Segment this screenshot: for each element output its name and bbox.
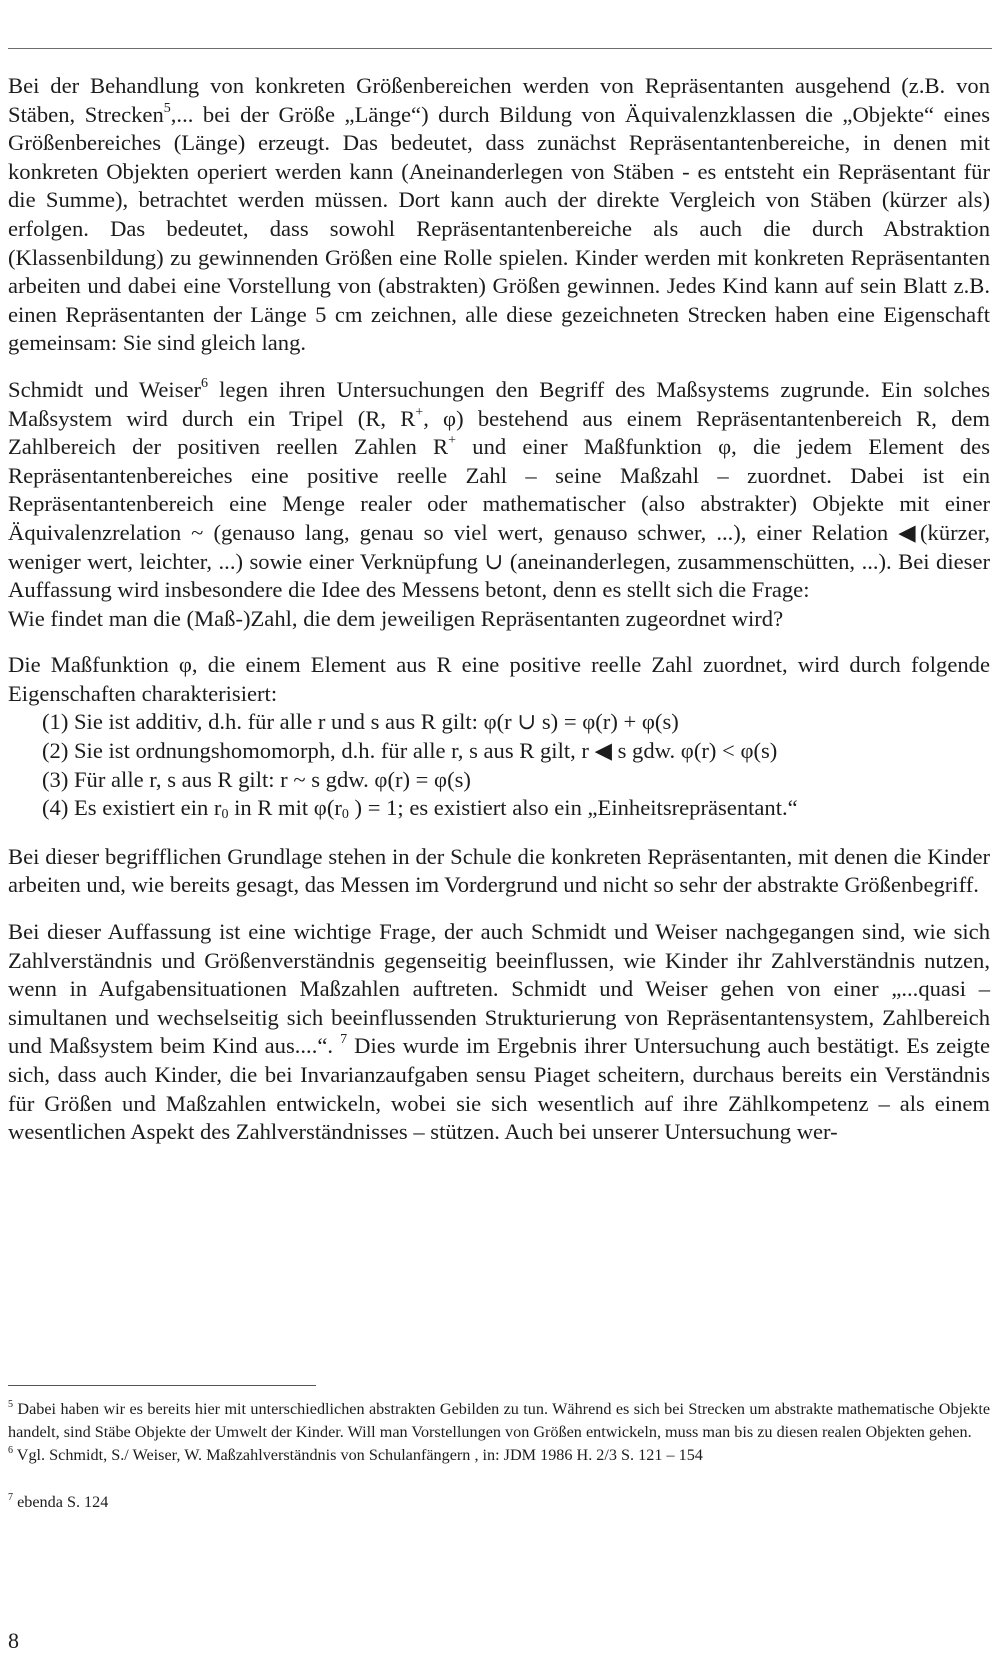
- paragraph-2-text-d: und einer Maßfunktion φ, die jedem Element des Repräsentantenbereiches eine positive reelle Zahl – seine Maßzahl – zuordnet. Dabei ist ein Repräsentantenbereich eine Menge realer oder mathematischer (also abstrakter) Objekte mit einer Äquivalenzrelation ~ (genauso lang, genau so viel wert, genauso schwer, ...), einer Relation ◀(kürzer, weniger wert, leichter, ...) sowie einer Verknüpfung ∪ (aneinanderlegen, zusammenschütten, ...). Bei dieser Auffassung wird insbesondere die Idee des Messens betont, denn es stellt sich die Frage:: [8, 434, 991, 603]
- paragraph-5-text-a: Bei dieser Auffassung ist eine wichtige Frage, der auch Schmidt und Weiser nachgegangen sind, wie sich Zahlverständnis und Größenverständnis gegenseitig beeinflussen, wie Kinder ihr Zahlverständnis nutzen, wenn in Aufgabensituationen Maßzahlen auftreten. Schmidt und Weiser gehen von einer „...quasi – simultanen und wechselseitig sich beeinflussenden Strukturierung von Repräsentantensystem, Zahlbereich und Maßsystem beim Kind aus....“.: [8, 919, 990, 1059]
- list-item: (2) Sie ist ordnungshomomorph, d.h. für alle r, s aus R gilt, r ◀ s gdw. φ(r) < φ(s): [42, 738, 778, 764]
- footnote-text: ebenda S. 124: [13, 1493, 109, 1511]
- footnote-6: [8, 1444, 990, 1467]
- footnote-number: 7: [8, 1491, 14, 1503]
- paragraph-5-text-b: Dies wurde im Ergebnis ihrer Untersuchung auch bestätigt. Es zeigte sich, dass auch Kinder, die bei Invarianzaufgaben sensu Piaget scheitern, durchaus bereits ein Verständnis für Größen und Maßzahlen entwickeln, wobei sie sich wesentlich auf ihre Zählkompetenz – als einem wesentlichen Aspekt des Zahlverständnisses – stützen. Auch bei unserer Untersuchung wer-: [8, 1033, 991, 1145]
- footnote-text: Dabei haben wir es bereits hier mit unterschiedlichen abstrakten Gebilden zu tun. Während es sich bei Strecken um abstrakte mathematische Objekte handelt, sind Stäbe Objekte der Umwelt der Kinder. Will man Vorstellungen von Größen entwickeln, muss man bis zu diesen realen Objekten gehen.: [8, 1400, 990, 1441]
- footnote-number: 6: [8, 1444, 14, 1456]
- paragraph-1-text-a: Bei der Behandlung von konkreten Größenbereichen werden von Repräsentanten ausgehend (z.B. von Stäben, Strecken: [8, 73, 990, 127]
- footnote-text: Vgl. Schmidt, S./ Weiser, W. Maßzahlverständnis von Schulanfängern , in: JDM 1986 H. 2/3 S. 121 – 154: [13, 1446, 703, 1464]
- paragraph-2: [8, 376, 990, 605]
- subscript-zero: 0: [221, 807, 229, 823]
- page-number: 8: [8, 1628, 19, 1653]
- footnote-7: [8, 1491, 990, 1514]
- question-line: Wie findet man die (Maß-)Zahl, die dem jeweiligen Repräsentanten zugeordnet wird?: [8, 605, 784, 631]
- footnote-number: 5: [8, 1398, 14, 1410]
- footnote-ref-7: 7: [340, 1032, 348, 1048]
- subscript-zero: 0: [341, 807, 349, 823]
- footnote-rule: [8, 1385, 316, 1386]
- paragraph-4: Bei dieser begrifflichen Grundlage stehen in der Schule die konkreten Repräsentanten, mit denen die Kinder arbeiten und, wie bereits gesagt, das Messen im Vordergrund und nicht so sehr der abstrakte Größenbegriff.: [8, 843, 990, 898]
- footnotes: [8, 1398, 990, 1514]
- paragraph-2-text-c: , φ) bestehend aus einem Repräsentantenbereich R, dem Zahlbereich der positiven reellen Zahlen R: [8, 405, 990, 460]
- superscript-plus: +: [448, 433, 457, 449]
- list-item-4-text-c: ) = 1; es existiert also ein „Einheitsrepräsentant.“: [348, 795, 798, 821]
- footnote-ref-5: 5: [163, 100, 171, 116]
- list-item-4-text-b: in R mit φ(r: [228, 795, 342, 821]
- list-item: (3) Für alle r, s aus R gilt: r ~ s gdw. φ(r) = φ(s): [42, 766, 471, 792]
- body-text: [8, 72, 990, 1165]
- header-rule: [8, 48, 992, 49]
- paragraph-1-text-b: ,... bei der Größe „Länge“) durch Bildung von Äquivalenzklassen die „Objekte“ eines Größenbereiches (Länge) erzeugt. Das bedeutet, dass zunächst Repräsentantenbereiche, in denen mit konkreten Objekten operiert werden kann (Aneinanderlegen von Stäben - es entsteht ein Repräsentant für die Summe), betrachtet werden müssen. Dort kann auch der direkte Vergleich von Stäben (kürzer als) erfolgen. Das bedeutet, dass sowohl Repräsentantenbereiche als auch die durch Abstraktion (Klassenbildung) zu gewinnenden Größen eine Rolle spielen. Kinder werden mit konkreten Repräsentanten arbeiten und dabei eine Vorstellung von (abstrakten) Größen gewinnen. Jedes Kind kann auf sein Blatt z.B. einen Repräsentanten der Länge 5 cm zeichnen, alle diese gezeichneten Strecken haben eine Eigenschaft gemeinsam: Sie sind gleich lang.: [8, 101, 990, 356]
- list-item: [8, 794, 990, 823]
- paragraph-2-text-a: Schmidt und Weiser: [8, 376, 202, 402]
- paragraph-3-intro: Die Maßfunktion φ, die einem Element aus R eine positive reelle Zahl zuordnet, wird durch folgende Eigenschaften charakterisiert:: [8, 652, 990, 706]
- property-list: [8, 708, 990, 822]
- paragraph-5: [8, 918, 990, 1147]
- superscript-plus: +: [415, 404, 424, 420]
- list-item-4-text-a: (4) Es existiert ein r: [42, 795, 222, 821]
- paragraph-1: [8, 72, 990, 358]
- paragraph-2-text-b: legen ihren Untersuchungen den Begriff des Maßsystems zugrunde. Ein solches Maßsystem wird durch ein Tripel (R, R: [8, 376, 990, 431]
- footnote-5: [8, 1398, 990, 1444]
- list-item: (1) Sie ist additiv, d.h. für alle r und s aus R gilt: φ(r ∪ s) = φ(r) + φ(s): [42, 709, 679, 735]
- footnote-ref-6: 6: [201, 376, 209, 392]
